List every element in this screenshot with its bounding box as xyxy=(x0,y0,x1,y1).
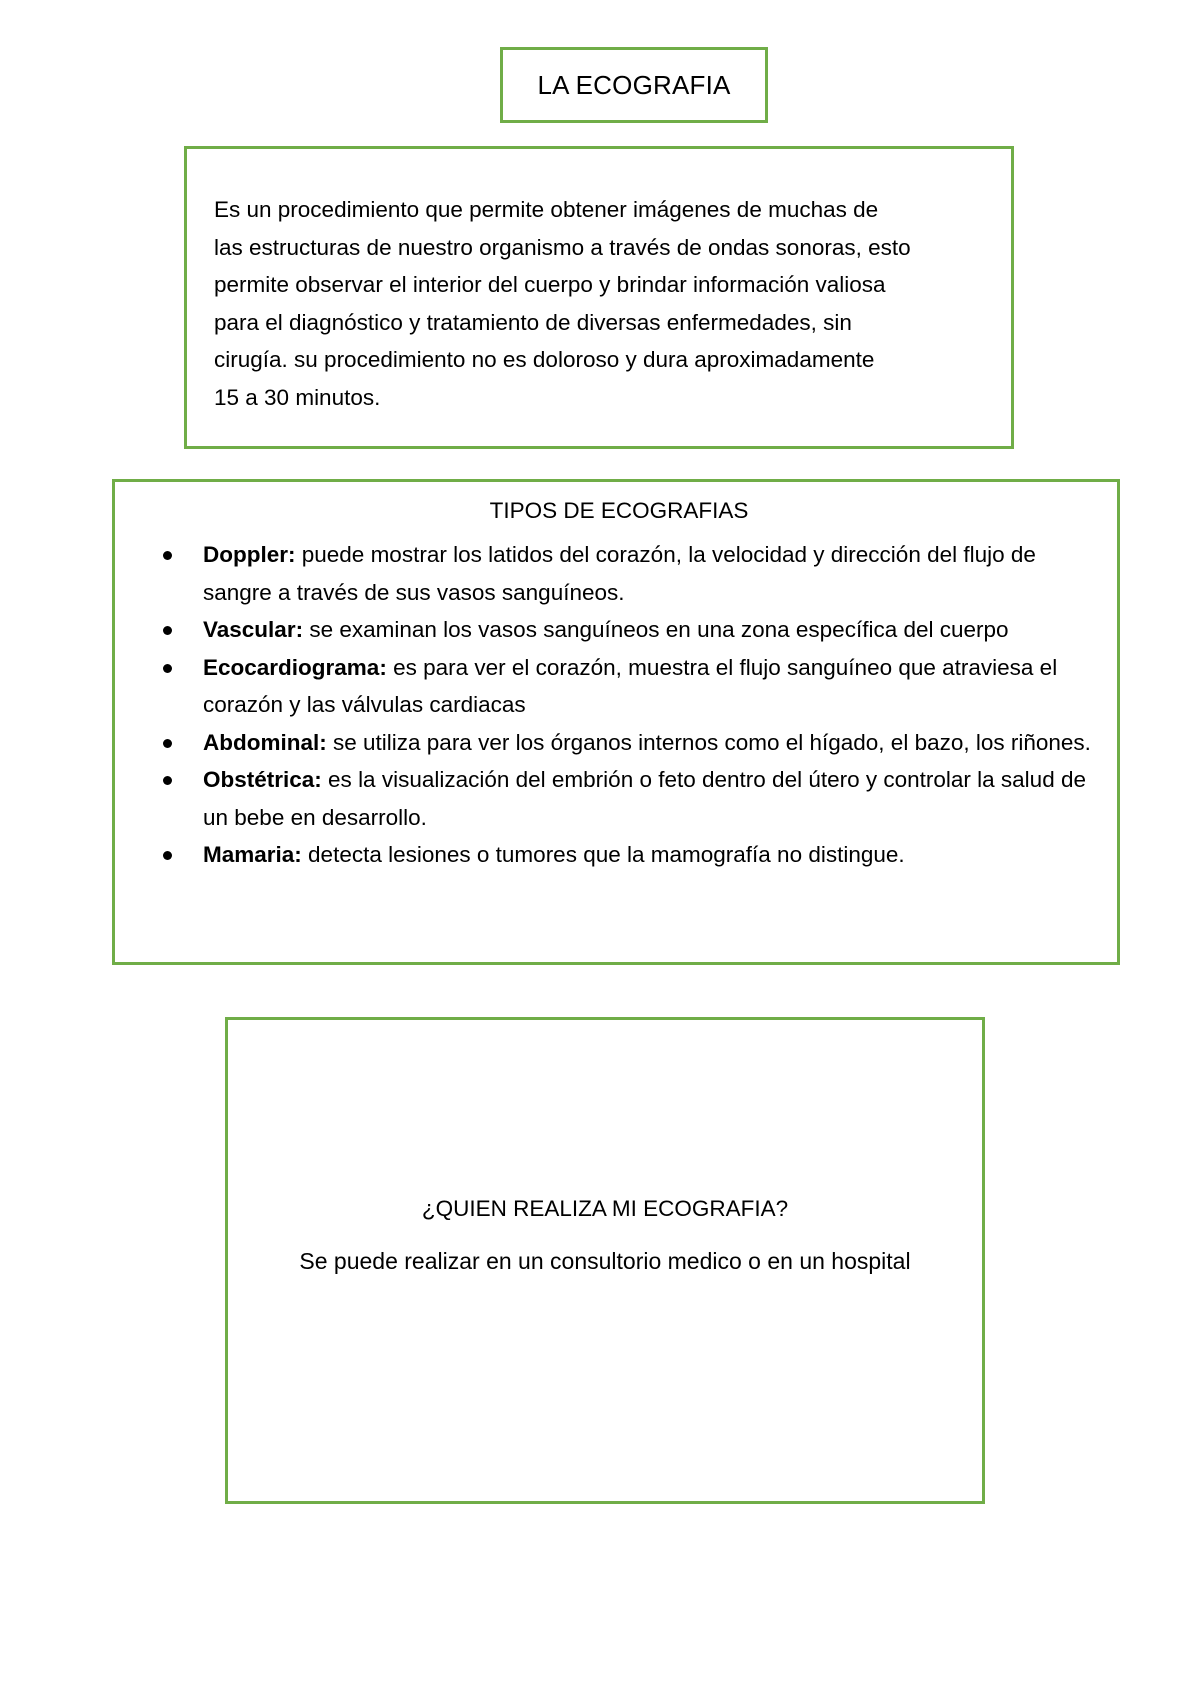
list-item-desc: se utiliza para ver los órganos internos como el hígado, el bazo, los riñones. xyxy=(326,729,1091,755)
types-heading: TIPOS DE ECOGRAFIAS xyxy=(489,498,749,523)
definition-line: para el diagnóstico y tratamiento de diversas enfermedades, sin xyxy=(214,309,852,335)
list-item-term: Mamaria: xyxy=(203,842,302,867)
list-item-term: Obstétrica: xyxy=(203,767,322,792)
types-box xyxy=(112,479,1120,965)
bullet-icon xyxy=(163,664,172,673)
definition-line: permite observar el interior del cuerpo y brindar información valiosa xyxy=(214,272,886,297)
list-item-term: Abdominal: xyxy=(203,729,327,755)
list-item-ecocardiograma xyxy=(115,649,1103,724)
bullet-icon xyxy=(163,551,172,560)
bullet-icon xyxy=(163,776,172,785)
definition-paragraph xyxy=(214,191,987,416)
list-item-term: Vascular: xyxy=(203,617,304,642)
list-item-mamaria xyxy=(115,836,1103,874)
definition-line: las estructuras de nuestro organismo a través de ondas sonoras, esto xyxy=(214,234,911,260)
bullet-icon xyxy=(163,739,172,748)
list-item-desc: se examinan los vasos sanguíneos en una zona específica del cuerpo xyxy=(303,617,1009,642)
list-item-desc: puede mostrar los latidos del corazón, la velocidad y dirección del flujo de sangre a través de sus vasos sanguíneos. xyxy=(203,542,1036,605)
list-item-desc: es para ver el corazón, muestra el flujo sanguíneo que atraviesa el corazón y las válvulas cardiacas xyxy=(203,654,1058,717)
definition-line: 15 a 30 minutos. xyxy=(214,384,381,410)
who-answer: Se puede realizar en un consultorio medico o en un hospital xyxy=(299,1248,911,1274)
bullet-icon xyxy=(163,626,172,635)
list-item-term: Doppler: xyxy=(203,542,296,567)
definition-line: cirugía. su procedimiento no es doloroso y dura aproximadamente xyxy=(214,347,875,372)
who-question: ¿QUIEN REALIZA MI ECOGRAFIA? xyxy=(421,1196,789,1221)
types-list xyxy=(115,536,1103,874)
definition-line: Es un procedimiento que permite obtener imágenes de muchas de xyxy=(214,197,879,222)
document-title: LA ECOGRAFIA xyxy=(537,69,731,100)
list-item-vascular xyxy=(115,611,1103,649)
bullet-icon xyxy=(163,851,172,860)
list-item-desc: detecta lesiones o tumores que la mamografía no distingue. xyxy=(301,842,905,867)
title-box xyxy=(500,47,768,123)
list-item-desc: es la visualización del embrión o feto dentro del útero y controlar la salud de un bebe en desarrollo. xyxy=(203,767,1086,830)
list-item-doppler xyxy=(115,536,1103,611)
who-box xyxy=(225,1017,985,1504)
list-item-abdominal xyxy=(115,724,1103,762)
list-item-obstetrica xyxy=(115,761,1103,836)
list-item-term: Ecocardiograma: xyxy=(203,654,387,680)
definition-box xyxy=(184,146,1014,449)
